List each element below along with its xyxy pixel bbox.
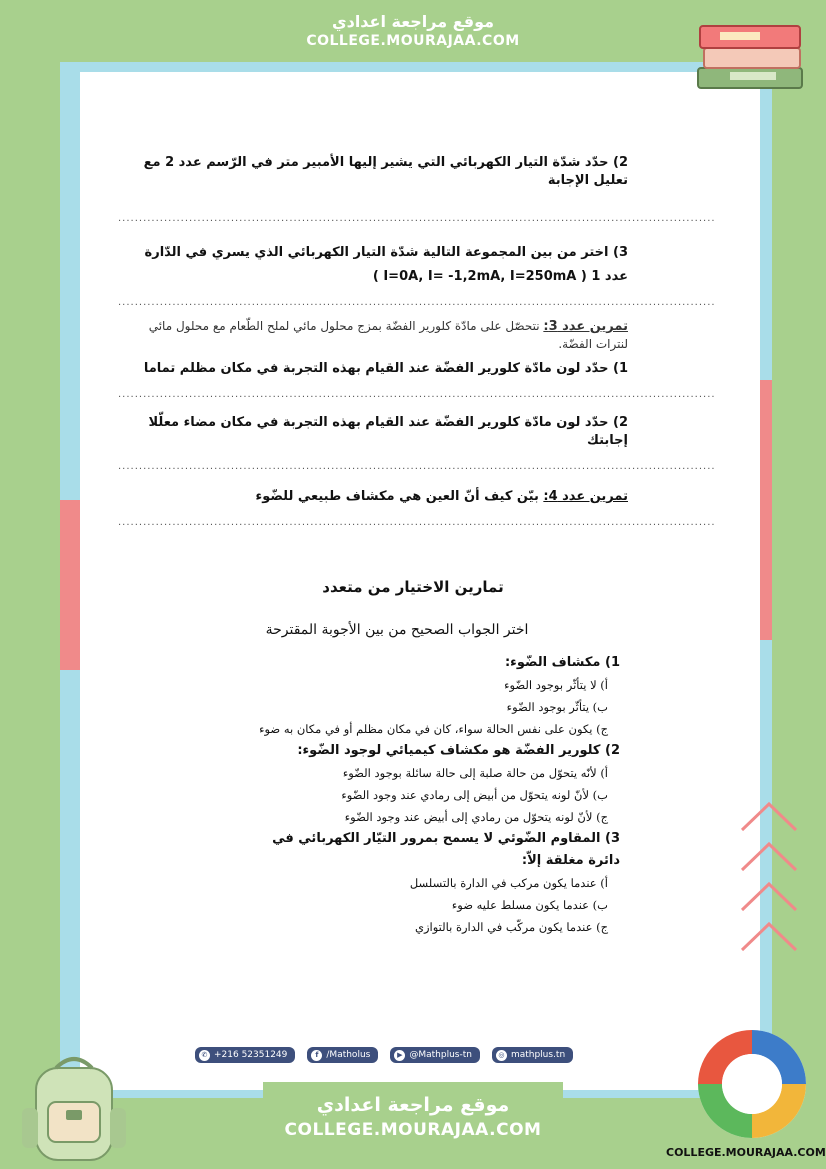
mcq-list <box>238 652 620 938</box>
exercise-4 <box>118 488 628 506</box>
exercise-4-title: تمرين عدد 4: <box>543 489 628 504</box>
site-name-ar: موقع مراجعة اعدادي <box>316 1094 510 1116</box>
exercise-3-question-1: 1) حدّد لون مادّة كلورير الفضّة عند القيام بهذه التجربة في مكان مظلم تماما <box>143 361 628 376</box>
facebook-icon: f <box>311 1050 322 1061</box>
exercise-section <box>118 140 716 530</box>
question-2: 2) حدّد شدّة التيار الكهربائي التي يشير إليها الأمبير متر في الرّسم عدد 2 مع تعليل الإجابة <box>143 155 628 188</box>
mcq-option: ب) عندما يكون مسلط عليه ضوء <box>451 898 608 912</box>
mcq-option: ج) يكون على نفس الحالة سواء، كان في مكان مظلم أو في مكان به ضوء <box>259 722 608 736</box>
books-icon <box>690 12 810 94</box>
mcq-option: أ) لا يتأثّر بوجود الضّوء <box>504 678 608 692</box>
social-whatsapp[interactable] <box>195 1047 295 1063</box>
site-name-en: COLLEGE.MOURAJAA.COM <box>306 33 520 49</box>
answer-line: ............................................................................................................................................... <box>118 461 716 472</box>
top-banner <box>283 4 543 60</box>
answer-line: ............................................................................................................................................... <box>118 517 716 528</box>
backpack-icon <box>14 1052 134 1164</box>
site-logo-wheel-icon <box>694 1026 810 1142</box>
site-name-ar: موقع مراجعة اعدادي <box>331 12 495 31</box>
web-icon: ◎ <box>496 1050 507 1061</box>
logo-label: COLLEGE.MOURAJAA.COM <box>666 1146 826 1159</box>
social-facebook[interactable] <box>307 1047 378 1063</box>
chevron-up-icon <box>734 790 804 980</box>
social-web[interactable] <box>492 1047 573 1063</box>
question-3-options: عدد 1 ( I=0A, I= -1,2mA, I=250mA ) <box>372 269 628 284</box>
mcq-question-3: 3) المقاوم الضّوئي لا يسمح بمرور التيّار الكهربائي في دائرة مغلقة إلاّ: <box>272 831 620 868</box>
site-name-en: COLLEGE.MOURAJAA.COM <box>284 1120 542 1140</box>
exercise-4-question: بيّن كيف أنّ العين هي مكشاف طبيعي للضّوء <box>255 489 539 504</box>
social-text: /Matholus <box>326 1050 371 1060</box>
social-text: +216 52351249 <box>214 1050 288 1060</box>
whatsapp-icon: ✆ <box>199 1050 210 1061</box>
mcq-option: أ) لأنّه يتحوّل من حالة صلبة إلى حالة سائلة بوجود الضّوء <box>342 766 608 780</box>
mcq-option: ب) يتأثّر بوجود الضّوء <box>506 700 608 714</box>
question-3: 3) اختر من بين المجموعة التالية شدّة التيار الكهربائي الذي يسري في الدّارة <box>144 245 628 260</box>
mcq-title: تمارين الاختيار من متعدد <box>322 578 504 596</box>
mcq-instruction: اختر الجواب الصحيح من بين الأجوبة المقترحة <box>265 622 529 638</box>
social-youtube[interactable] <box>390 1047 480 1063</box>
exercise-3-title: تمرين عدد 3: <box>543 319 628 334</box>
exercise-3-text: نتحصّل على مادّة كلورير الفضّة بمزج محلول مائي لملح الطّعام مع محلول مائي لنترات الفضّة. <box>148 319 628 351</box>
social-text: mathplus.tn <box>510 1050 566 1060</box>
mcq-option: ج) عندما يكون مركّب في الدارة بالتوازي <box>414 920 608 934</box>
answer-line: ............................................................................................................................................... <box>118 213 716 224</box>
mcq-question-1: 1) مكشاف الضّوء: <box>504 655 620 670</box>
bottom-banner <box>263 1082 563 1162</box>
answer-line: ............................................................................................................................................... <box>118 389 716 400</box>
exercise-3-intro <box>118 318 628 352</box>
youtube-icon: ▶ <box>394 1050 405 1061</box>
exercise-3-question-2: 2) حدّد لون مادّة كلورير الفضّة عند القيام بهذه التجربة في مكان مضاء معلّلا إجابتك <box>148 415 628 448</box>
answer-line: ............................................................................................................................................... <box>118 297 716 308</box>
social-text: @Mathplus-tn <box>409 1050 472 1060</box>
mcq-option: أ) عندما يكون مركب في الدارة بالتسلسل <box>409 876 608 890</box>
mcq-question-2: 2) كلورير الفضّة هو مكشاف كيميائي لوجود الضّوء: <box>297 743 620 758</box>
mcq-option: ج) لأنّ لونه يتحوّل من رمادي إلى أبيض عند وجود الضّوء <box>344 810 608 824</box>
social-links <box>195 1047 573 1063</box>
mcq-option: ب) لأنّ لونه يتحوّل من أبيض إلى رمادي عند وجود الضّوء <box>341 788 608 802</box>
